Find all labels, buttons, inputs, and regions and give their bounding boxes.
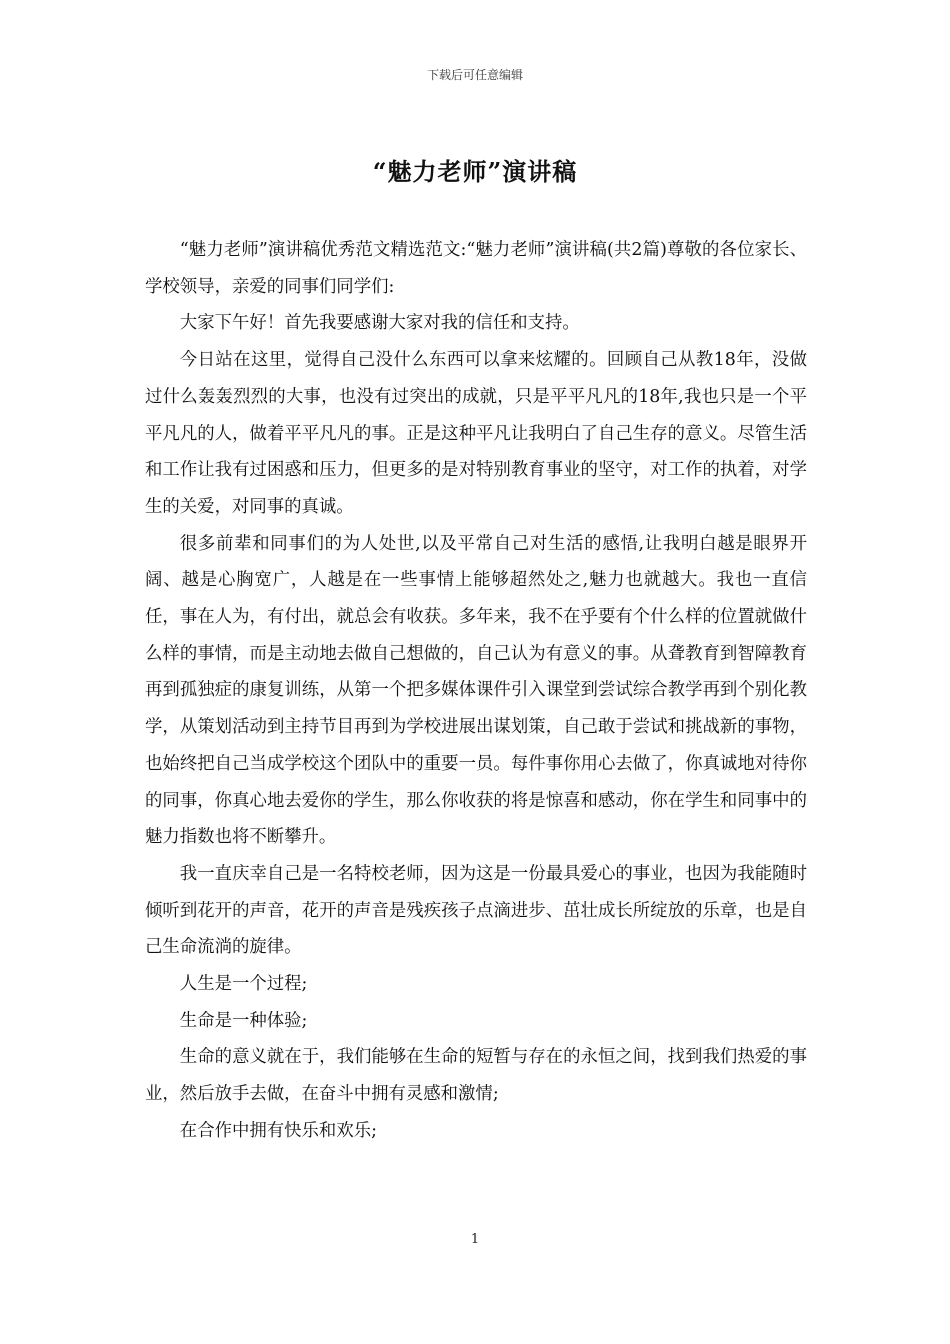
page-number: 1 — [470, 1232, 480, 1247]
page-header-note: 下载后可任意编辑 — [426, 68, 523, 82]
paragraph: 大家下午好！首先我要感谢大家对我的信任和支持。 — [179, 313, 580, 334]
paragraph: “魅力老师”演讲稿优秀范文精选范文:“魅力老师”演讲稿(共2篇)尊敬的各位家长、学校领导，亲爱的同事们同学们: — [145, 240, 807, 297]
paragraph: 生命的意义就在于，我们能够在生命的短暂与存在的永恒之间，找到我们热爱的事业，然后放手去做，在奋斗中拥有灵感和激情; — [145, 1047, 807, 1105]
document-body — [145, 232, 807, 1150]
paragraph: 今日站在这里，觉得自己没什么东西可以拿来炫耀的。回顾自己从教18年，没做过什么轰轰烈烈的大事，也没有过突出的成就，只是平平凡凡的18年,我也只是一个平平凡凡的人，做着平平凡凡的事。正是这种平凡让我明白了自己生存的意义。尽管生活和工作让我有过困惑和压力，但更多的是对特别教育事业的坚守，对工作的执着，对学生的关爱，对同事的真诚。 — [145, 350, 807, 517]
paragraph: 我一直庆幸自己是一名特校老师，因为这是一份最具爱心的事业，也因为我能随时倾听到花开的声音，花开的声音是残疾孩子点滴进步、茁壮成长所绽放的乐章，也是自己生命流淌的旋律。 — [145, 863, 807, 958]
paragraph: 在合作中拥有快乐和欢乐; — [179, 1120, 377, 1141]
paragraph: 人生是一个过程; — [179, 974, 308, 995]
paragraph: 生命是一种体验; — [179, 1010, 308, 1031]
paragraph: 很多前辈和同事们的为人处世,以及平常自己对生活的感悟,让我明白越是眼界开阔、越是心胸宽广，人越是在一些事情上能够超然处之,魅力也就越大。我也一直信任，事在人为，有付出，就总会有收获。多年来，我不在乎要有个什么样的位置就做什么样的事情，而是主动地去做自己想做的，自己认为有意义的事。从聋教育到智障教育再到孤独症的康复训练，从第一个把多媒体课件引入课堂到尝试综合教学再到个别化教学，从策划活动到主持节目再到为学校进展出谋划策，自己敢于尝试和挑战新的事物，也始终把自己当成学校这个团队中的重要一员。每件事你用心去做了，你真诚地对待你的同事，你真心地去爱你的学生，那么你收获的将是惊喜和感动，你在学生和同事中的魅力指数也将不断攀升。 — [145, 533, 807, 848]
document-title: “魅力老师”演讲稿 — [372, 157, 578, 186]
